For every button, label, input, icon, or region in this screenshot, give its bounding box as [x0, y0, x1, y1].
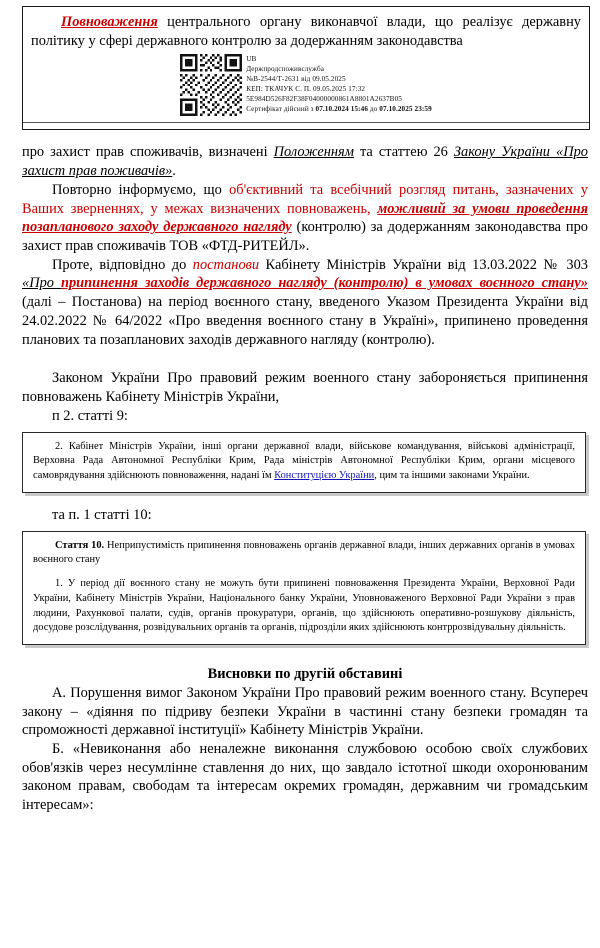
qr-code-icon	[180, 54, 242, 116]
quote-2-heading-text: Неприпустимість припинення повноважень органів державної влади, інших державних органів в умовах воєнного стану	[33, 539, 575, 566]
conclusions-body	[22, 684, 588, 815]
spacer	[22, 130, 588, 143]
stamp-line-signer: КЕП: ТКАЧУК С. П. 09.05.2025 17:32	[246, 85, 366, 94]
stamp-line-organization: Держпродспоживслужба	[246, 65, 325, 74]
header-table-cell-spacer	[23, 123, 589, 130]
stamp-validity-prefix: Сертифікат дійсний з	[246, 105, 316, 114]
p1-part1: про захист прав споживачів, визначені	[22, 144, 274, 161]
p1-part2: та статтею 26	[353, 144, 454, 161]
spacer	[22, 349, 588, 369]
quote-1-tail: , цим та іншими законами України.	[374, 470, 530, 482]
document-page	[0, 6, 600, 948]
paragraph-consumer-rights	[22, 143, 588, 180]
stamp-line-provider-code: UB	[246, 55, 257, 64]
stamp-inner	[180, 54, 432, 116]
conclusion-item-b: Б. «Невиконання або неналежне виконання службовою особою своїх службових обов'язків через несумлінне ставлення до них, що завдало істотної шкоди охоронюваним законом правам, свободам та інтересам окремих громадян, державним чи громадським інтересам»:	[22, 740, 588, 814]
p3-emphasis-postanovy: постанови	[192, 256, 260, 273]
quote-1-body: 2. Кабінет Міністрів України, інші органи державної влади, військове командування, військові адміністрації, Верховна Рада Автономної Республіки Крим, Рада міністрів Автономної Республіки Крим, органи місцевого самоврядування здійснюють повноваження, надані їм	[33, 440, 575, 482]
p2-red-underlined: можливий за умови проведення позапланового заходу державного нагляду	[22, 200, 588, 236]
p3-quote-open: «Про	[22, 275, 61, 292]
header-paragraph	[31, 13, 581, 50]
p2-part2: (контролю) за додержанням законодавства про захист прав споживачів ТОВ «ФТД-РИТЕЙЛ».	[22, 219, 588, 255]
spacer	[0, 493, 600, 506]
stamp-line-serial: 5E984D526F82F38F04000000861A8801A2637B05	[246, 95, 402, 104]
p3-quote-red: припинення заходів державного нагляду (контролю) в умовах воєнного стану»	[60, 275, 588, 292]
stamp-validity-mid: до	[368, 105, 380, 114]
conclusions-title: Висновки по другій обставині	[207, 666, 403, 683]
p1-emphasis-law: Закону України «Про захист прав поживачів»	[22, 144, 588, 180]
p3-part3: (далі – Постанова) на період воєнного стану, введеного Указом Президента України від 24.02.2022 № 64/2022 «Про введення воєнного стану в Україні», припинено проведення планових та позапланових заходів державного нагляду (контролю).	[22, 294, 588, 348]
stamp-validity-to: 07.10.2025 23:59	[379, 105, 432, 114]
label-article-9: п 2. статті 9:	[52, 407, 128, 424]
stamp-validity-from: 07.10.2024 15:46	[315, 105, 369, 114]
header-table	[22, 6, 590, 130]
p3-part2: Кабінету Міністрів України від 13.03.2022 № 303	[259, 256, 589, 273]
spacer	[0, 645, 600, 665]
quote-box-article-10	[22, 531, 586, 646]
quote-box-article-9	[22, 432, 586, 493]
spacer	[33, 568, 575, 577]
p2-red-text: об'єктивний та всебічний розгляд питань, зазначених у Ваших зверненнях, у межах визначених повноважень,	[22, 181, 588, 217]
conclusion-item-a: А. Порушення вимог Законом України Про правовий режим военного стану. Всупереч закону – «діяння по підриву безпеки України в частинні стану безпеки громадян та спроможності державної інституції» Кабінету Міністрів України.	[22, 684, 588, 739]
paragraph-cabinet-resolution	[22, 256, 588, 350]
header-rest-text: центрального органу виконавчої влади, що реалізує державну політику у сфері державного контролю за додержанням законодавства	[31, 14, 581, 49]
stamp-line-document-number: №В-2544/Т-2631 від 09.05.2025	[246, 75, 346, 84]
quote-2-body: 1. У період дії воєнного стану не можуть бути припинені повноваження Президента України, Верховної Ради України, Кабінету Міністрів України, Національного банку України, Уповноваженого Верховної Ради України з прав людини, Рахункової палати, судів, органів прокуратури, органів, що здійснюють оперативно-розшукову діяльність, досудове розслідування, розвідувальних органів та органів, підрозділи яких здійснюють контррозвідувальну діяльність.	[33, 578, 575, 634]
p3-part1: Проте, відповідно до	[52, 256, 193, 273]
stamp-line-validity	[246, 105, 432, 115]
label-article-10: та п. 1 статті 10:	[52, 506, 152, 523]
p1-part3: .	[172, 163, 176, 180]
stamp-text-lines	[246, 54, 432, 115]
quote-2-heading	[33, 539, 575, 569]
p1-emphasis-polozhennyam: Положенням	[273, 144, 354, 161]
paragraph-repeat-inform	[22, 181, 588, 256]
header-lead-underlined: Повноваження	[61, 14, 158, 30]
header-table-cell	[23, 7, 589, 123]
paragraph-martial-law: Законом України Про правовий режим военного стану забороняється припинення повноважень Кабінету Міністрів України,	[22, 370, 588, 406]
quote-1-text	[33, 440, 575, 484]
p2-part1: Повторно інформуємо, що	[52, 181, 230, 198]
quote-1-link-constitution[interactable]: Конституцією України	[274, 470, 375, 482]
quote-2-heading-number: Стаття 10.	[55, 539, 105, 551]
digital-signature-stamp	[31, 50, 581, 118]
main-body	[22, 130, 588, 406]
